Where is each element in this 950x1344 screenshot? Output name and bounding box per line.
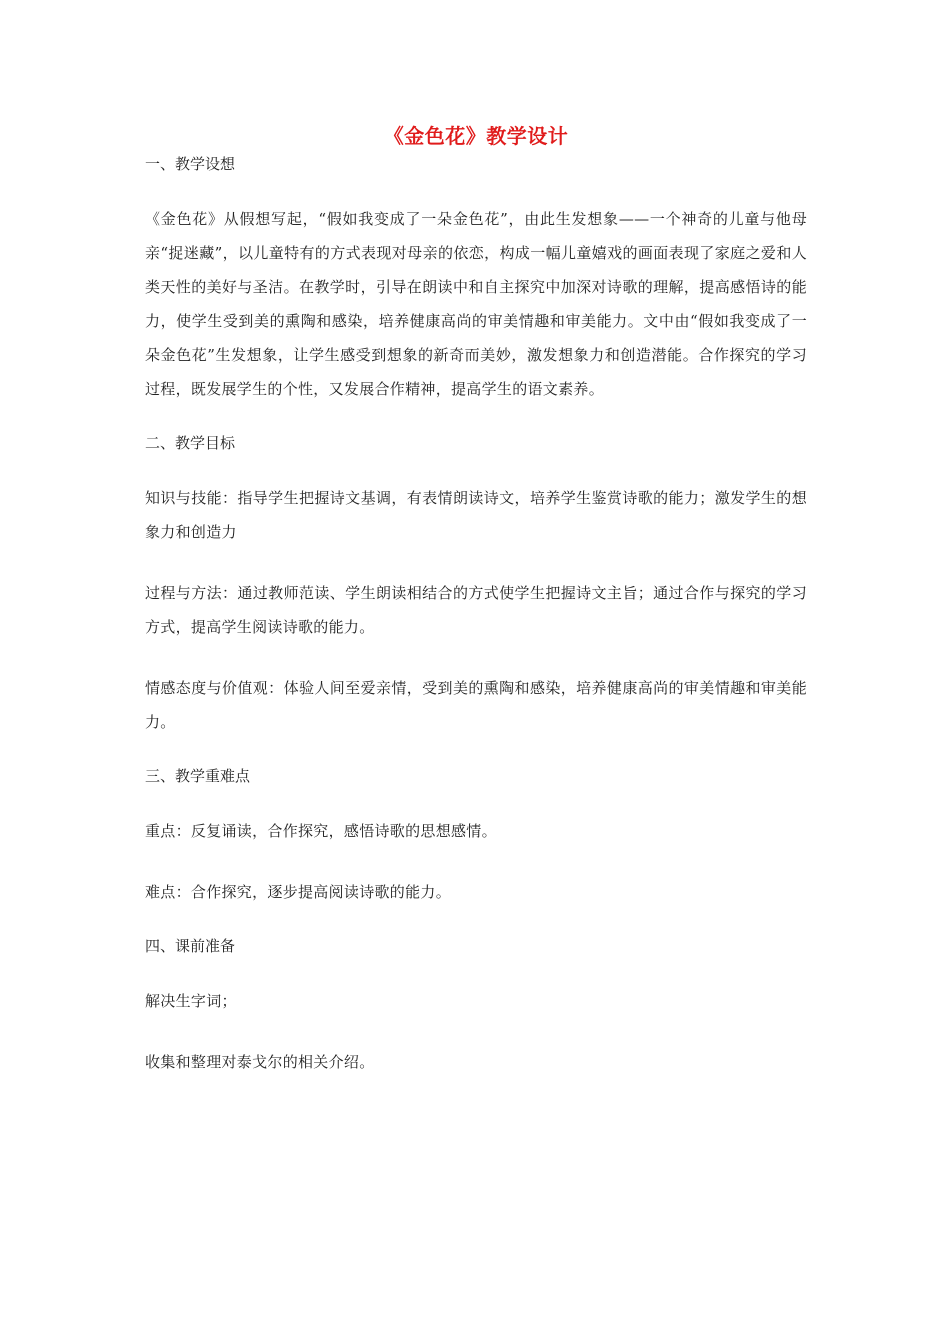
document-title: 《金色花》教学设计 bbox=[383, 124, 569, 148]
document-page bbox=[145, 118, 807, 1079]
paragraph-prep-tagore: 收集和整理对泰戈尔的相关介绍。 bbox=[145, 1053, 375, 1071]
section-heading-1: 一、教学设想 bbox=[145, 155, 236, 173]
paragraph-knowledge-skills: 知识与技能：指导学生把握诗文基调，有表情朗读诗文，培养学生鉴赏诗歌的能力；激发学生的想象力和创造力 bbox=[145, 489, 807, 541]
paragraph-difficult-point: 难点：合作探究，逐步提高阅读诗歌的能力。 bbox=[145, 883, 452, 901]
paragraph-process-methods: 过程与方法：通过教师范读、学生朗读相结合的方式使学生把握诗文主旨；通过合作与探究的学习方式，提高学生阅读诗歌的能力。 bbox=[145, 584, 807, 636]
paragraph-key-point: 重点：反复诵读，合作探究，感悟诗歌的思想感情。 bbox=[145, 822, 497, 840]
paragraph-emotion-values: 情感态度与价值观：体验人间至爱亲情，受到美的熏陶和感染，培养健康高尚的审美情趣和审美能力。 bbox=[145, 679, 807, 731]
paragraph-prep-vocab: 解决生字词； bbox=[145, 992, 237, 1010]
section-heading-2: 二、教学目标 bbox=[145, 434, 236, 452]
section-heading-4: 四、课前准备 bbox=[145, 937, 236, 955]
section-heading-3: 三、教学重难点 bbox=[145, 767, 251, 785]
paragraph-teaching-idea: 《金色花》从假想写起，“假如我变成了一朵金色花”，由此生发想象——一个神奇的儿童与他母亲“捉迷藏”，以儿童特有的方式表现对母亲的依恋，构成一幅儿童嬉戏的画面表现了家庭之爱和人类天性的美好与圣洁。在教学时，引导在朗读中和自主探究中加深对诗歌的理解，提高感悟诗的能力，使学生受到美的熏陶和感染，培养健康高尚的审美情趣和审美能力。文中由“假如我变成了一朵金色花”生发想象，让学生感受到想象的新奇而美妙，激发想象力和创造潜能。合作探究的学习过程，既发展学生的个性，又发展合作精神，提高学生的语文素养。 bbox=[145, 210, 807, 398]
